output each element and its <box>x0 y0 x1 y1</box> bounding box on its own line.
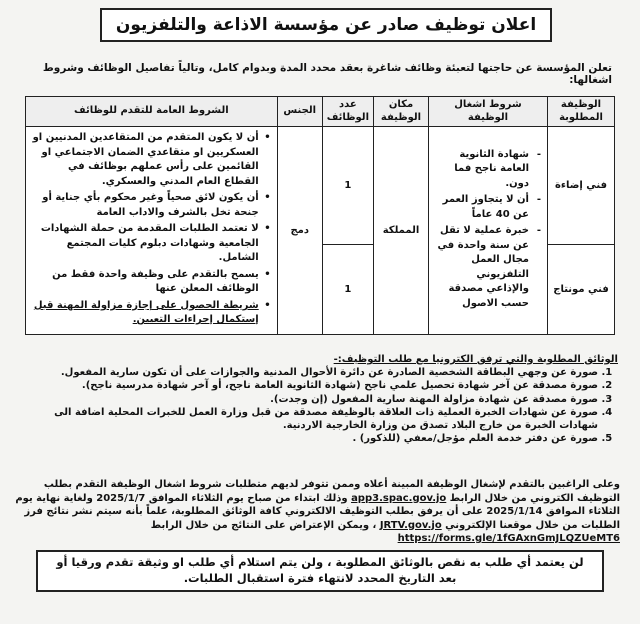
application-link[interactable]: app3.spac.gov.jo <box>351 492 447 504</box>
list-item: 5. صورة عن دفتر خدمة العلم مؤجل/معفي (للذكور) . <box>22 432 598 445</box>
ad-title: اعلان توظيف صادر عن مؤسسة الاذاعة والتلفزيون <box>115 15 537 35</box>
list-item: • لا تعتمد الطلبات المقدمة من حملة الشهادات الجامعية وشهادات دبلوم كليات المجتمع الشامل. <box>30 222 261 266</box>
job-place: المملكة <box>374 127 429 335</box>
job-title-montage: فني مونتاج <box>548 245 615 335</box>
list-item: 1. صورة عن وجهي البطاقة الشخصية الصادرة عن دائرة الأحوال المدنية والجوازات على أن تكون سارية المفعول. <box>22 366 598 379</box>
list-item: 4. صورة عن شهادات الخبرة العملية ذات العلاقة بالوظيفة مصدقة من قبل وزارة العمل للخبرات المحلية اضافة الى شهادات الخبرة من خارج البلاد تصدق من وزارة الخارجية الاردنية. <box>22 406 598 432</box>
important-note: لن يعتمد أي طلب به نقص بالوثائق المطلوبة ، ولن يتم استلام أي طلب او وثيقة تقدم ورقيا أو بعد التاريخ المحدد لانتهاء فترة استقبال الطلبات. <box>56 555 584 585</box>
job-conditions-list <box>433 148 543 312</box>
list-item: - أن لا يتجاوز العمر عن 40 عاماً <box>433 193 531 222</box>
job-count-montage: 1 <box>322 245 373 335</box>
list-item: - شهادة الثانوية العامة ناجح فما دون. <box>433 148 531 192</box>
general-conditions-cell <box>26 127 278 335</box>
documents-list <box>22 366 618 445</box>
apply-text-2: وذلك ابتداء من صباح يوم الثلاثاء الموافق 2025/1/7 ولغاية نهاية يوم الثلاثاء الموافق 2025/1/14 على أن يرفق بطلب التوظيف الالكتروني كافة الوثائق المطلوبة، علماً بأنه سيتم نشر نتائج فرز الطلبات من خلال موقعنا الإلكتروني <box>15 492 620 531</box>
header-gender: الجنس <box>277 97 322 127</box>
apply-text-1: وعلى الراغبين بالتقدم لإشغال الوظيفة المبينة أعلاه وممن تتوفر لديهم متطلبات شروط اشغال الوظيفة التقدم بطلب التوظيف الكتروني من خلال الرابط <box>43 479 620 504</box>
list-item: • شريطة الحصول على إجازة مزاولة المهنة قبل إستكمال إجراءات التعيين. <box>30 299 261 328</box>
list-item: 3. صورة مصدقة عن شهادة مزاولة المهنة سارية المفعول (إن وجدت). <box>22 393 598 406</box>
documents-heading: الوثائق المطلوبة والتي ترفق الكترونيا مع طلب التوظيف:- <box>333 354 618 365</box>
application-instructions <box>12 478 620 546</box>
list-item: • أن لا يكون المتقدم من المتقاعدين المدنيين او العسكريين او متقاعدي الضمان الاجتماعي او القائمين على رأس عملهم بوظائف في القطاع العام المدني والعسكري. <box>30 131 261 189</box>
general-conditions-list <box>30 131 273 328</box>
jobs-table <box>25 96 615 335</box>
list-item: 2. صورة مصدقة عن آخر شهادة تحصيل علمي ناجح (شهادة الثانوية العامة ناجح، أو آخر شهادة مدرسية ناجح). <box>22 379 598 392</box>
apply-text-3: ، ويمكن الإعتراض على النتائج من خلال الرابط <box>150 519 380 531</box>
header-place: مكان الوظيفة <box>374 97 429 127</box>
job-conditions-cell <box>429 127 548 335</box>
list-item: • يسمح بالتقدم على وظيفة واحدة فقط من الوظائف المعلن عنها <box>30 268 261 297</box>
intro-text: تعلن المؤسسة عن حاجتها لتعبئة وظائف شاغرة بعقد محدد المدة وبدوام كامل، وتالياً تفاصيل الوظائف وشروط اشغالها: <box>42 62 612 86</box>
job-title-lighting: فني إضاءة <box>548 127 615 245</box>
important-note-box <box>36 550 604 592</box>
header-general-conditions: الشروط العامة للتقدم للوظائف <box>26 97 278 127</box>
required-documents <box>22 353 618 445</box>
ad-title-box <box>100 8 552 42</box>
header-count: عدد الوظائف <box>322 97 373 127</box>
website-link[interactable]: JRTV.gov.jo <box>379 519 442 531</box>
job-count-lighting: 1 <box>322 127 373 245</box>
list-item: • أن يكون لائق صحياً وغير محكوم بأي جناية أو جنحة تخل بالشرف والاداب العامة <box>30 191 261 220</box>
objection-form-link[interactable]: https://forms.gle/1fGAxnGmJLQZUeMT6 <box>397 533 620 544</box>
job-gender: دمج <box>277 127 322 335</box>
table-row <box>26 127 615 245</box>
header-conditions: شروط اشغال الوظيفة <box>429 97 548 127</box>
list-item: - خبرة عملية لا تقل عن سنة واحدة في مجال العمل التلفزيوني والإذاعي مصدقة حسب الاصول <box>433 224 531 311</box>
header-job: الوظيفة المطلوبة <box>548 97 615 127</box>
table-header-row <box>26 97 615 127</box>
